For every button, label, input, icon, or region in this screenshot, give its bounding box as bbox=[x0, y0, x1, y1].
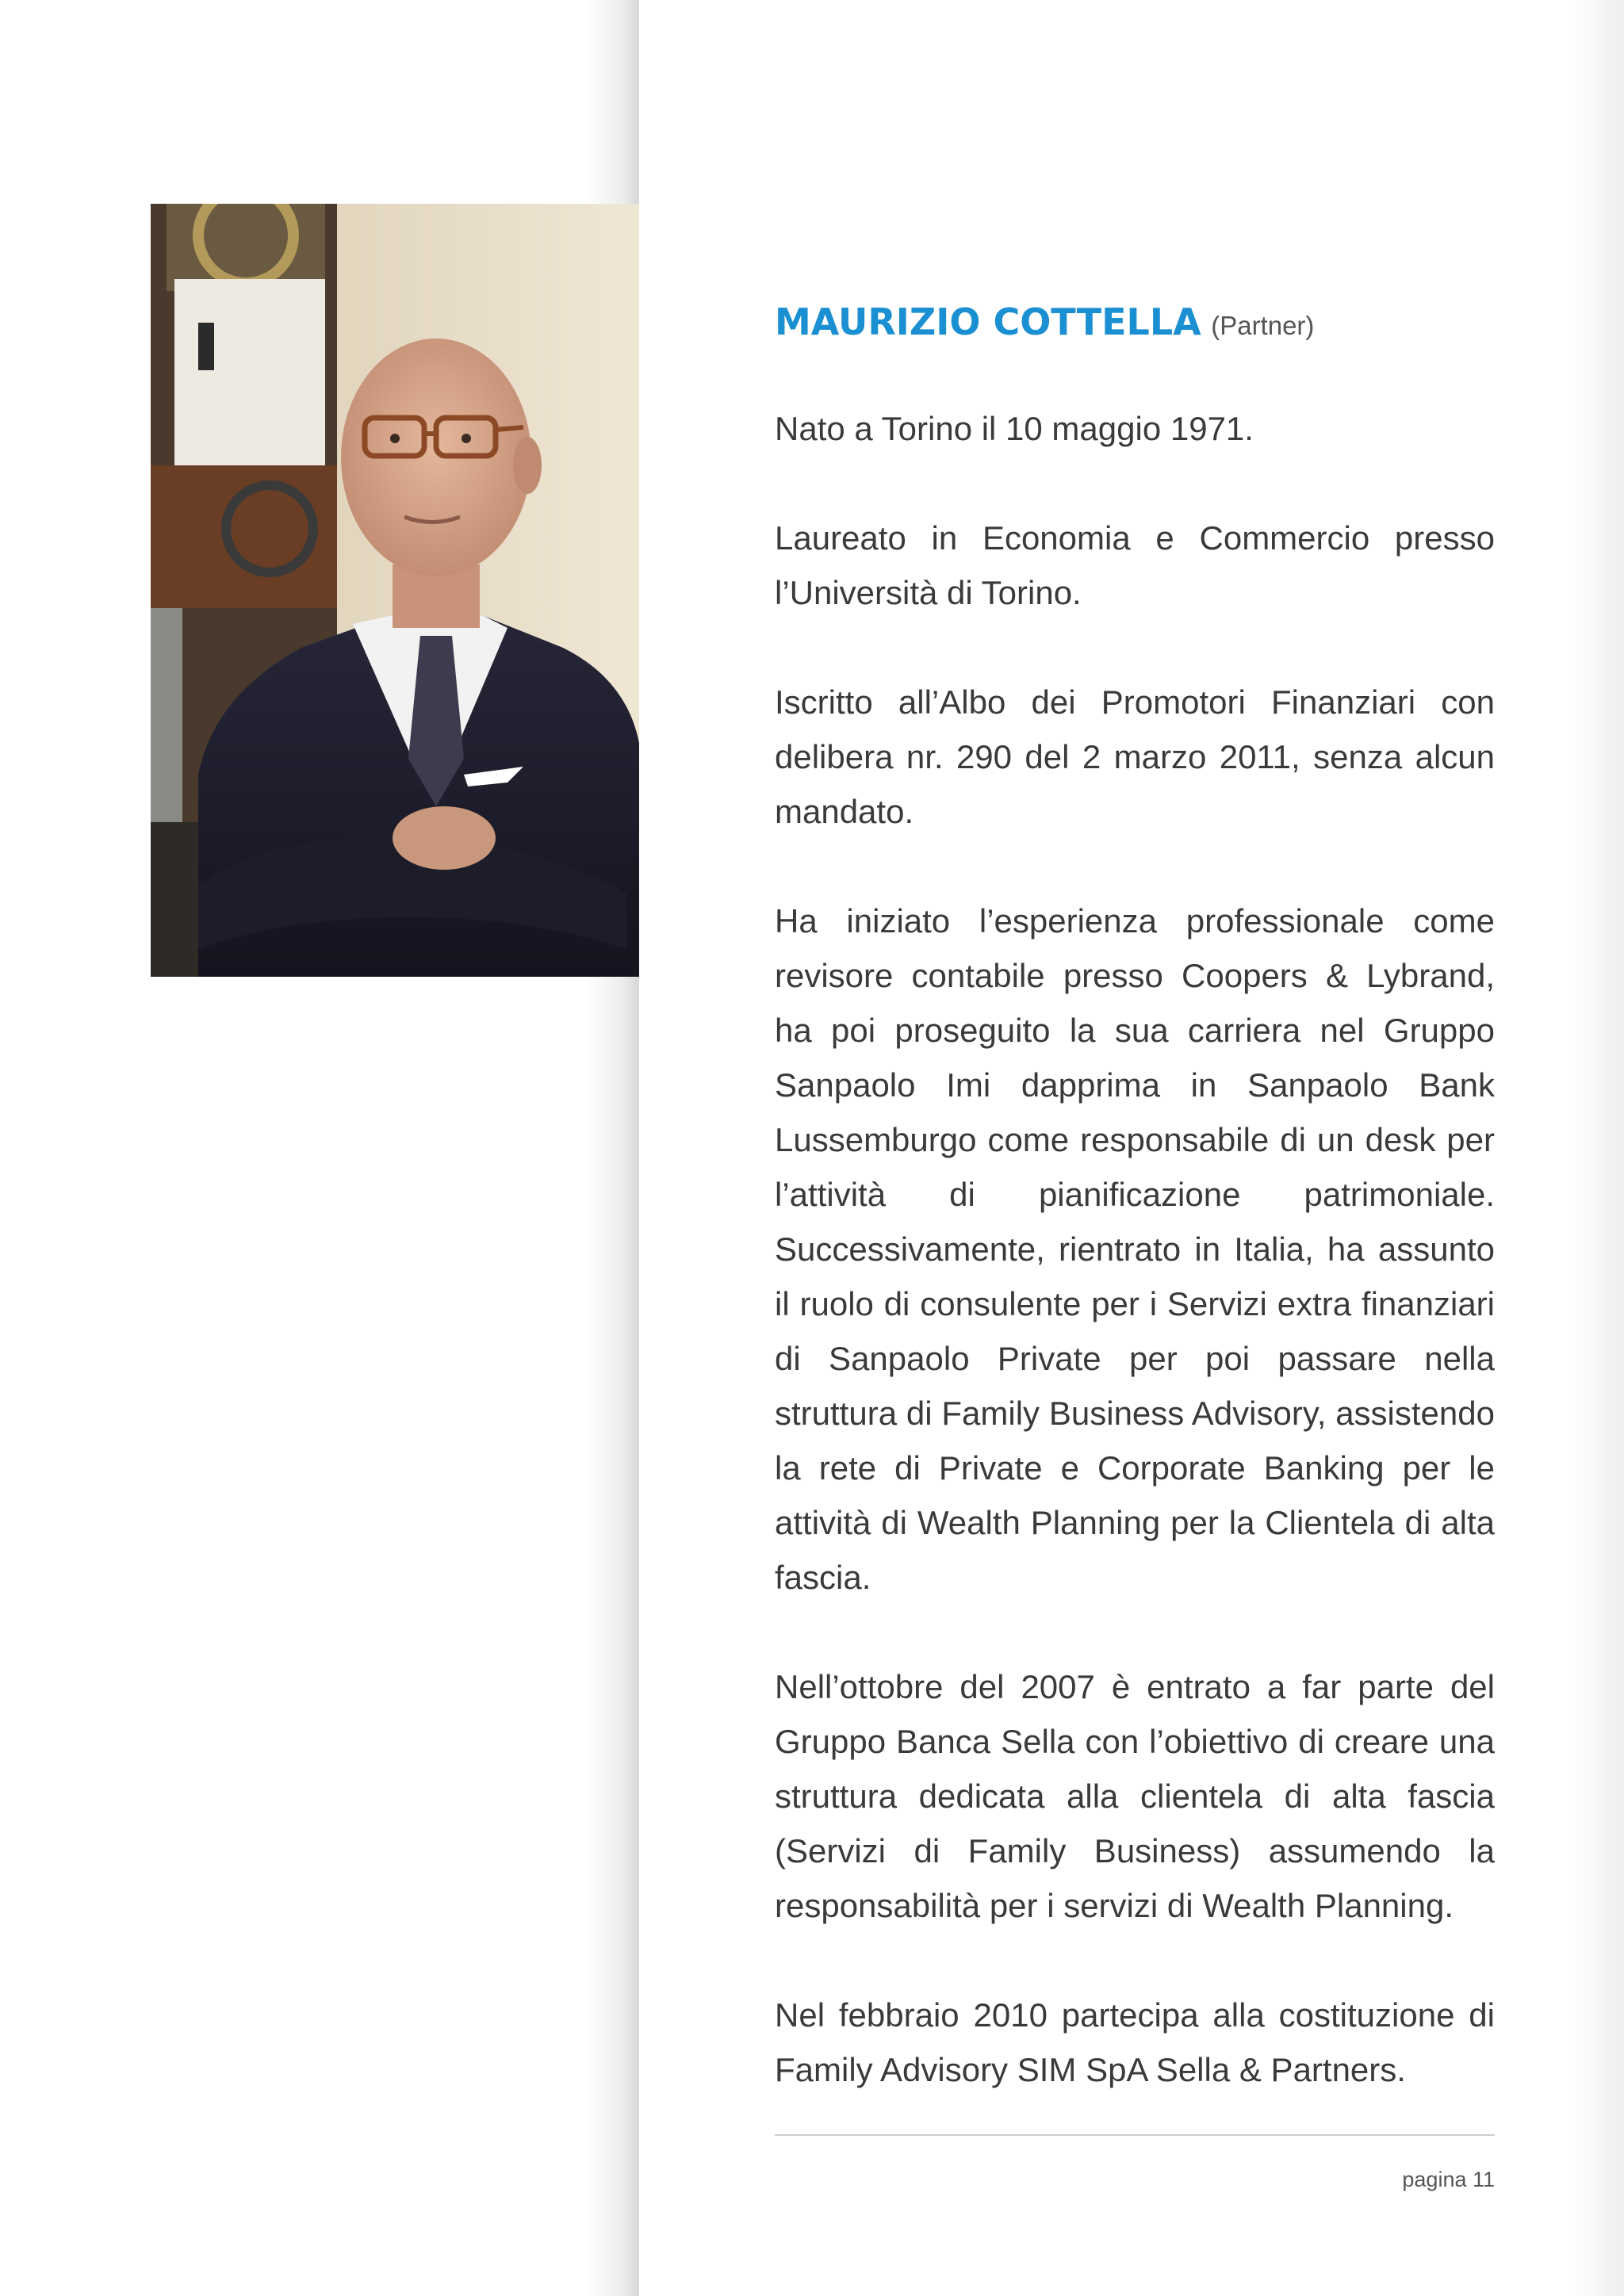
bio-paragraph-registration: Iscritto all’Albo dei Promotori Finanziari con delibera nr. 290 del 2 marzo 2011, senza alcun mandato. bbox=[775, 683, 1495, 830]
bio-paragraph-family-advisory: Nel febbraio 2010 partecipa alla costituzione di Family Advisory SIM SpA Sella & Partners. bbox=[775, 1996, 1495, 2088]
bio-paragraph-education: Laureato in Economia e Commercio presso l’Università di Torino. bbox=[775, 519, 1495, 611]
footer-divider bbox=[775, 2134, 1495, 2136]
name-heading bbox=[775, 293, 1495, 360]
person-name: MAURIZIO COTTELLA bbox=[775, 300, 1201, 343]
page-edge-shadow bbox=[1570, 0, 1624, 2296]
portrait-photo bbox=[151, 204, 639, 977]
page-number: pagina 11 bbox=[1402, 2168, 1495, 2191]
bio-paragraph-banca-sella: Nell’ottobre del 2007 è entrato a far parte del Gruppo Banca Sella con l’obiettivo di creare una struttura dedicata alla clientela di alta fascia (Servizi di Family Business) assumendo la responsabilità per i servizi di Wealth Planning. bbox=[775, 1668, 1495, 1924]
bio-content bbox=[775, 293, 1495, 2152]
bio-paragraph-career: Ha iniziato l’esperienza professionale come revisore contabile presso Coopers & Lybrand, ha poi proseguito la sua carriera nel Gruppo Sanpaolo Imi dapprima in Sanpaolo Bank Lussemburgo come responsabile di un desk per l’attività di pianificazione patrimoniale. Successivamente, rientrato in Italia, ha assunto il ruolo di consulente per i Servizi extra finanziari di Sanpaolo Private per poi passare nella struttura di Family Business Advisory, assistendo la rete di Private e Corporate Banking per le attività di Wealth Planning per la Clientela di alta fascia. bbox=[775, 902, 1495, 1596]
bio-paragraph-birth: Nato a Torino il 10 maggio 1971. bbox=[775, 410, 1254, 447]
portrait-illustration bbox=[151, 204, 639, 977]
person-role: (Partner) bbox=[1211, 311, 1315, 340]
